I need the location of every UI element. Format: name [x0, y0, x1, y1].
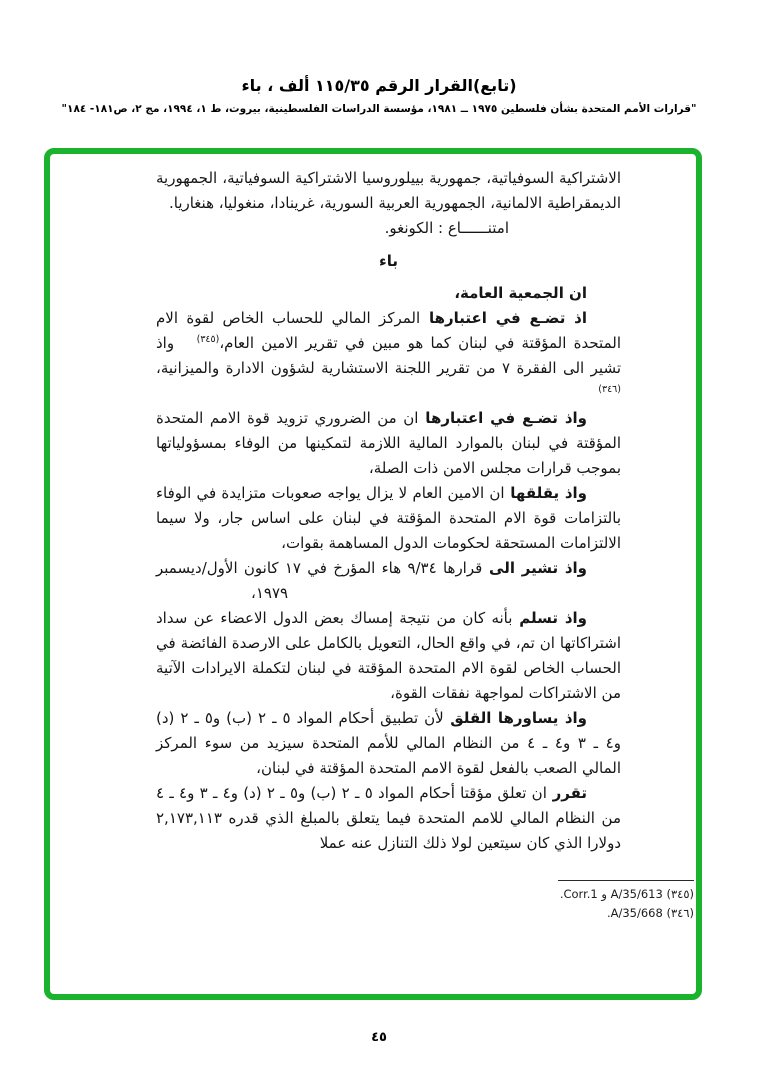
text-segment: واذ تضـع في اعتبارها: [418, 409, 587, 427]
text-segment: ان الجمعية العامة،: [454, 284, 587, 302]
text-segment: اذ تضـع في اعتبارها: [420, 309, 587, 327]
paragraph: [156, 306, 621, 406]
text-segment: ان من الضروري تزويد قوة الامم المتحدة المؤقتة في لبنان بالموارد المالية اللازمة لتمكينها من الوفاء بمسؤولياتها بموجب قرارات مجلس الامن ذات الصلة،: [156, 409, 621, 477]
paragraph: [156, 581, 621, 606]
footnotes: [560, 885, 694, 923]
text-segment: واذ يساورها القلق: [443, 709, 587, 727]
paragraph: [156, 406, 621, 481]
paragraph: [156, 216, 621, 241]
footnote-marker: (٣٤٥): [196, 334, 220, 345]
paragraph: [156, 781, 621, 856]
paragraph: [156, 556, 621, 581]
text-segment: قرارها ٩/٣٤ هاء المؤرخ في ١٧ كانون الأول/ديسمبر: [156, 559, 483, 577]
page-subtitle: "قرارات الأمم المتحدة بشأن فلسطين ١٩٧٥ ــ ١٩٨١، مؤسسة الدراسات الفلسطينية، بيروت، ط ١، ١٩٩٤، مج ٢، ص١٨١- ١٨٤": [61, 103, 697, 115]
document-frame: [44, 148, 702, 1000]
section-heading: [156, 249, 621, 274]
text-segment: واذ تشير الى الفقرة ٧ من تقرير اللجنة الاستشارية لشؤون الادارة والميزانية،: [156, 334, 622, 377]
footnote: (٣٤٦) A/35/668.: [606, 906, 694, 920]
page-title: (تابع)القرار الرقم ١١٥/٣٥ ألف ، باء: [241, 76, 517, 95]
text-segment: امتنــــــاع : الكونغو.: [384, 219, 509, 237]
paragraph: [156, 706, 621, 781]
text-segment: باء: [379, 252, 398, 270]
text-segment: ان تعلق مؤقتا أحكام المواد ٥ ـ ٢ (ب) و٥ ـ ٢ (د) و٤ ـ ٣ و٤ ـ ٤ من النظام المالي للامم المتحدة فيما يتعلق بالمبلغ الذي قدره ٢,١٧٣,١١٣ دولارا الذي كان سيتعين لولا ذلك التنازل عنه عملا: [156, 784, 621, 852]
page-number: ٤٥: [371, 1030, 387, 1045]
text-segment: واذ تشير الى: [482, 559, 587, 577]
text-segment: تقرر: [546, 784, 588, 802]
text-segment: واذ يقلقها: [504, 484, 587, 502]
paragraph: [156, 481, 621, 556]
paragraph: [156, 281, 621, 306]
footnote-marker: (٣٤٦): [598, 384, 621, 395]
text-segment: ١٩٧٩،: [251, 584, 289, 602]
document-body: [156, 166, 621, 856]
text-segment: الاشتراكية السوفياتية، جمهورية بييلوروسيا الاشتراكية السوفياتية، الجمهورية الديمقراطية الالمانية، الجمهورية العربية السورية، غرينادا، منغوليا، هنغاريا.: [156, 169, 621, 212]
text-segment: ان الامين العام لا يزال يواجه صعوبات متزايدة في الوفاء بالتزامات قوة الام المتحدة المؤقتة في لبنان على اساس جار، ولا سيما الالتزامات المستحقة لحكومات الدول المساهمة بقوات،: [156, 484, 621, 552]
paragraph: [156, 166, 621, 216]
text-segment: واذ تسلم: [512, 609, 588, 627]
paragraph: [156, 606, 621, 706]
text-segment: لأن تطبيق أحكام المواد ٥ ـ ٢ (ب) و٥ ـ ٢ (د) و٤ ـ ٣ و٤ ـ ٤ من النظام المالي للأمم المتحدة سيزيد من سوء المركز المالي الصعب بالفعل لقوة الامم المتحدة المؤقتة في لبنان،: [156, 709, 621, 777]
text-segment: بأنه كان من نتيجة إمساك بعض الدول الاعضاء عن سداد اشتراكاتها ان تم، في واقع الحال، التعويل بالكامل على الارصدة الفائضة في الحساب الخاص لقوة الام المتحدة المؤقتة في لبنان لتكملة الايرادات الآتية من الاشتراكات لمواجهة نفقات القوة،: [156, 609, 621, 702]
text-segment: المركز المالي للحساب الخاص لقوة الام المتحدة المؤقتة في لبنان كما هو مبين في تقرير الامين العام،: [156, 309, 621, 352]
footnote-separator: [558, 880, 694, 881]
footnote: (٣٤٥) A/35/613 و Corr.1.: [559, 887, 694, 901]
